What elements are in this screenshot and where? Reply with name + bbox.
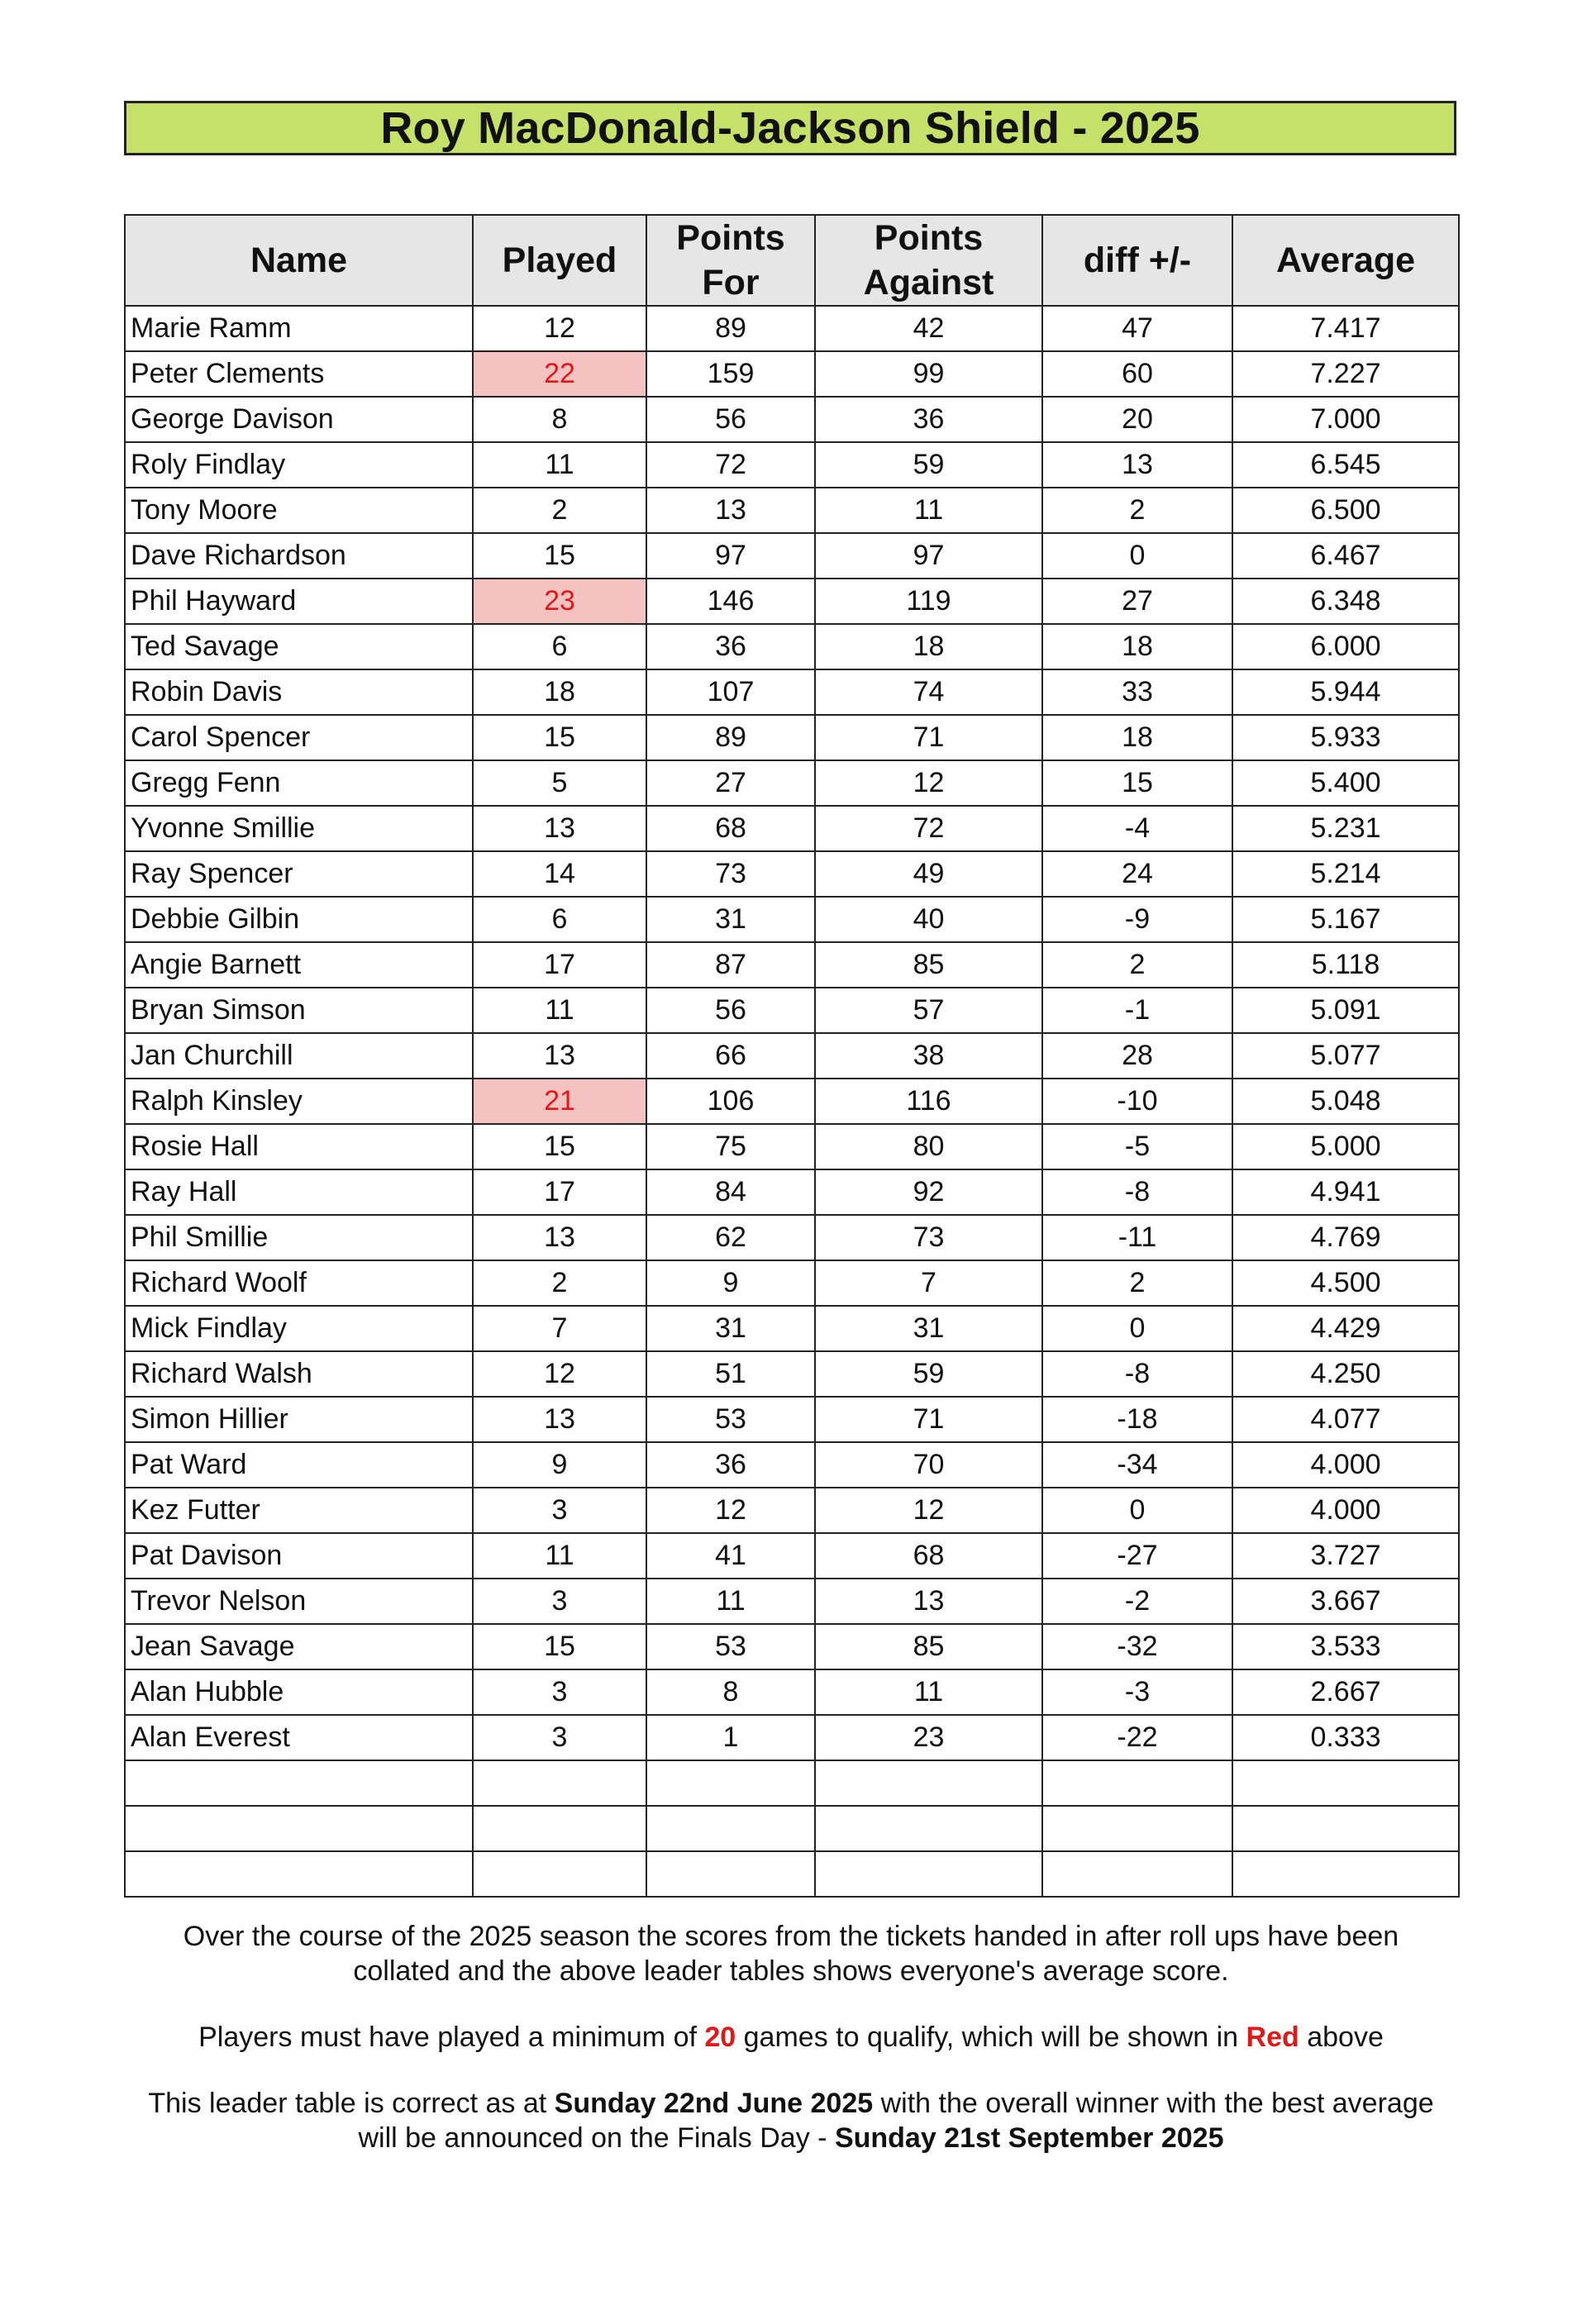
cell-average: 5.000 <box>1232 1124 1459 1169</box>
cell-average: 5.118 <box>1232 942 1459 988</box>
cell-average: 4.000 <box>1232 1442 1459 1488</box>
cell-points-for: 53 <box>646 1397 815 1442</box>
cell-played: 15 <box>473 1624 646 1669</box>
cell-points-for-empty <box>646 1806 815 1851</box>
cell-name: Jean Savage <box>125 1624 473 1669</box>
column-header-points-for: Points For <box>646 215 815 306</box>
cell-name: Marie Ramm <box>125 306 473 351</box>
cell-name: Phil Smillie <box>125 1215 473 1260</box>
table-row <box>125 1442 1459 1488</box>
cell-played: 6 <box>473 897 646 942</box>
cell-points-against: 116 <box>815 1079 1042 1124</box>
table-row <box>125 1306 1459 1351</box>
cell-played: 9 <box>473 1442 646 1488</box>
cell-diff: 28 <box>1042 1033 1232 1079</box>
cell-points-against: 7 <box>815 1260 1042 1306</box>
cell-average-empty <box>1232 1851 1459 1897</box>
cell-name: Ted Savage <box>125 624 473 669</box>
cell-average: 4.250 <box>1232 1351 1459 1397</box>
cell-points-against-empty <box>815 1760 1042 1806</box>
column-header-points-against: Points Against <box>815 215 1042 306</box>
cell-name-empty <box>125 1760 473 1806</box>
cell-diff: -4 <box>1042 806 1232 851</box>
cell-points-for: 106 <box>646 1079 815 1124</box>
finals-day-date: Sunday 21st September 2025 <box>834 2122 1224 2154</box>
cell-diff: -2 <box>1042 1579 1232 1624</box>
cell-points-against: 85 <box>815 942 1042 988</box>
cell-diff: -8 <box>1042 1169 1232 1215</box>
cell-diff: -9 <box>1042 897 1232 942</box>
cell-name: Robin Davis <box>125 669 473 715</box>
cell-played: 13 <box>473 806 646 851</box>
cell-name: Phil Hayward <box>125 579 473 624</box>
cell-points-for: 1 <box>646 1715 815 1760</box>
cell-average: 4.000 <box>1232 1488 1459 1533</box>
cell-played: 8 <box>473 397 646 442</box>
cell-points-against: 71 <box>815 1397 1042 1442</box>
notes-paragraph-2: Players must have played a minimum of 20 games to qualify, which will be shown in Red above <box>198 2022 1384 2053</box>
cell-played: 23 <box>473 579 646 624</box>
table-row <box>125 488 1459 533</box>
cell-played: 13 <box>473 1215 646 1260</box>
cell-name: Dave Richardson <box>125 533 473 579</box>
cell-average: 4.769 <box>1232 1215 1459 1260</box>
table-row <box>125 397 1459 442</box>
cell-diff: 27 <box>1042 579 1232 624</box>
cell-played: 15 <box>473 715 646 760</box>
cell-name: Richard Woolf <box>125 1260 473 1306</box>
cell-average: 5.944 <box>1232 669 1459 715</box>
cell-diff: 60 <box>1042 351 1232 397</box>
column-header-average: Average <box>1232 215 1459 306</box>
cell-name: Bryan Simson <box>125 988 473 1033</box>
table-body <box>125 306 1459 1897</box>
table-row <box>125 897 1459 942</box>
cell-points-against: 11 <box>815 1669 1042 1715</box>
cell-points-against: 13 <box>815 1579 1042 1624</box>
cell-played: 2 <box>473 488 646 533</box>
cell-played: 22 <box>473 351 646 397</box>
cell-name: Kez Futter <box>125 1488 473 1533</box>
cell-played: 3 <box>473 1488 646 1533</box>
cell-points-against: 119 <box>815 579 1042 624</box>
cell-diff: -3 <box>1042 1669 1232 1715</box>
empty-table-row <box>125 1806 1459 1851</box>
cell-played: 18 <box>473 669 646 715</box>
notes <box>124 1919 1458 2187</box>
table-row <box>125 715 1459 760</box>
cell-played: 3 <box>473 1715 646 1760</box>
table-row <box>125 1397 1459 1442</box>
cell-diff: -11 <box>1042 1215 1232 1260</box>
column-header-name: Name <box>125 215 473 306</box>
cell-points-for: 31 <box>646 897 815 942</box>
cell-points-against: 36 <box>815 397 1042 442</box>
cell-diff-empty <box>1042 1806 1232 1851</box>
table-row <box>125 1351 1459 1397</box>
cell-points-for: 146 <box>646 579 815 624</box>
cell-diff-empty <box>1042 1760 1232 1806</box>
cell-diff: 18 <box>1042 715 1232 760</box>
cell-diff: -18 <box>1042 1397 1232 1442</box>
cell-average: 5.400 <box>1232 760 1459 806</box>
empty-table-row <box>125 1760 1459 1806</box>
cell-average: 5.077 <box>1232 1033 1459 1079</box>
table-row <box>125 1124 1459 1169</box>
cell-points-for: 62 <box>646 1215 815 1260</box>
cell-name-empty <box>125 1851 473 1897</box>
minimum-games: 20 <box>704 2022 736 2053</box>
cell-points-against: 70 <box>815 1442 1042 1488</box>
cell-points-for: 68 <box>646 806 815 851</box>
cell-played: 12 <box>473 306 646 351</box>
cell-average: 5.091 <box>1232 988 1459 1033</box>
cell-points-against: 42 <box>815 306 1042 351</box>
cell-played: 17 <box>473 1169 646 1215</box>
cell-played: 17 <box>473 942 646 988</box>
table-row <box>125 442 1459 488</box>
cell-played: 5 <box>473 760 646 806</box>
table-row <box>125 669 1459 715</box>
cell-points-against: 12 <box>815 1488 1042 1533</box>
cell-played: 6 <box>473 624 646 669</box>
cell-points-for: 56 <box>646 397 815 442</box>
page-title: Roy MacDonald-Jackson Shield - 2025 <box>124 101 1456 155</box>
cell-played: 7 <box>473 1306 646 1351</box>
cell-points-against: 99 <box>815 351 1042 397</box>
cell-points-against: 49 <box>815 851 1042 897</box>
cell-points-against: 68 <box>815 1533 1042 1579</box>
column-header-played: Played <box>473 215 646 306</box>
notes-paragraph-1: Over the course of the 2025 season the scores from the tickets handed in after roll ups have been collated and the above leader tables shows everyone's average score. <box>183 1921 1399 1987</box>
cell-points-against: 97 <box>815 533 1042 579</box>
cell-average: 5.231 <box>1232 806 1459 851</box>
cell-points-against: 57 <box>815 988 1042 1033</box>
cell-played: 3 <box>473 1579 646 1624</box>
cell-points-for: 41 <box>646 1533 815 1579</box>
cell-points-for: 53 <box>646 1624 815 1669</box>
cell-average: 0.333 <box>1232 1715 1459 1760</box>
cell-points-for: 36 <box>646 624 815 669</box>
cell-points-for: 97 <box>646 533 815 579</box>
table-row <box>125 942 1459 988</box>
cell-points-against: 59 <box>815 1351 1042 1397</box>
cell-points-for: 11 <box>646 1579 815 1624</box>
cell-average: 4.429 <box>1232 1306 1459 1351</box>
cell-played: 13 <box>473 1033 646 1079</box>
cell-name: Richard Walsh <box>125 1351 473 1397</box>
cell-played: 14 <box>473 851 646 897</box>
cell-points-for: 56 <box>646 988 815 1033</box>
cell-points-for: 8 <box>646 1669 815 1715</box>
cell-name: Ray Hall <box>125 1169 473 1215</box>
cell-average: 5.214 <box>1232 851 1459 897</box>
table-row <box>125 1079 1459 1124</box>
cell-average: 4.941 <box>1232 1169 1459 1215</box>
cell-points-for: 72 <box>646 442 815 488</box>
cell-average: 3.667 <box>1232 1579 1459 1624</box>
cell-name: Rosie Hall <box>125 1124 473 1169</box>
table-row <box>125 624 1459 669</box>
cell-name: Tony Moore <box>125 488 473 533</box>
cell-name: Alan Hubble <box>125 1669 473 1715</box>
cell-points-against: 92 <box>815 1169 1042 1215</box>
cell-name: Alan Everest <box>125 1715 473 1760</box>
cell-name: Yvonne Smillie <box>125 806 473 851</box>
cell-played-empty <box>473 1760 646 1806</box>
cell-average: 5.167 <box>1232 897 1459 942</box>
cell-points-against: 72 <box>815 806 1042 851</box>
table-row <box>125 988 1459 1033</box>
cell-played: 13 <box>473 1397 646 1442</box>
cell-average: 4.500 <box>1232 1260 1459 1306</box>
correct-as-at-date: Sunday 22nd June 2025 <box>554 2088 874 2119</box>
cell-name-empty <box>125 1806 473 1851</box>
table-row <box>125 1260 1459 1306</box>
cell-name: Ray Spencer <box>125 851 473 897</box>
cell-name: Trevor Nelson <box>125 1579 473 1624</box>
cell-points-for-empty <box>646 1760 815 1806</box>
cell-average: 6.545 <box>1232 442 1459 488</box>
cell-points-for: 107 <box>646 669 815 715</box>
cell-points-for: 31 <box>646 1306 815 1351</box>
cell-points-against: 71 <box>815 715 1042 760</box>
cell-average: 5.048 <box>1232 1079 1459 1124</box>
cell-played: 15 <box>473 1124 646 1169</box>
column-header-diff: diff +/- <box>1042 215 1232 306</box>
cell-diff: -10 <box>1042 1079 1232 1124</box>
cell-diff: 47 <box>1042 306 1232 351</box>
cell-diff: 18 <box>1042 624 1232 669</box>
cell-average: 6.467 <box>1232 533 1459 579</box>
cell-name: Pat Ward <box>125 1442 473 1488</box>
cell-points-for: 75 <box>646 1124 815 1169</box>
cell-diff: -27 <box>1042 1533 1232 1579</box>
red-label: Red <box>1246 2022 1299 2053</box>
cell-name: Pat Davison <box>125 1533 473 1579</box>
cell-points-for: 84 <box>646 1169 815 1215</box>
table-row <box>125 851 1459 897</box>
cell-diff: -34 <box>1042 1442 1232 1488</box>
cell-played-empty <box>473 1851 646 1897</box>
table-row <box>125 533 1459 579</box>
cell-average: 7.000 <box>1232 397 1459 442</box>
table-row <box>125 1533 1459 1579</box>
cell-points-for: 9 <box>646 1260 815 1306</box>
cell-average: 6.500 <box>1232 488 1459 533</box>
cell-average: 7.417 <box>1232 306 1459 351</box>
table-row <box>125 1579 1459 1624</box>
cell-points-against: 31 <box>815 1306 1042 1351</box>
cell-diff: 13 <box>1042 442 1232 488</box>
cell-name: Angie Barnett <box>125 942 473 988</box>
cell-diff: 0 <box>1042 1306 1232 1351</box>
cell-points-against: 74 <box>815 669 1042 715</box>
table-row <box>125 1669 1459 1715</box>
table-header-row <box>125 215 1459 306</box>
cell-diff-empty <box>1042 1851 1232 1897</box>
table-row <box>125 760 1459 806</box>
cell-diff: -1 <box>1042 988 1232 1033</box>
cell-points-for-empty <box>646 1851 815 1897</box>
cell-points-for: 89 <box>646 715 815 760</box>
cell-name: Roly Findlay <box>125 442 473 488</box>
cell-name: Simon Hillier <box>125 1397 473 1442</box>
cell-diff: 20 <box>1042 397 1232 442</box>
cell-points-against: 85 <box>815 1624 1042 1669</box>
table-row <box>125 1488 1459 1533</box>
table-row <box>125 306 1459 351</box>
cell-diff: 24 <box>1042 851 1232 897</box>
cell-average: 3.533 <box>1232 1624 1459 1669</box>
cell-average-empty <box>1232 1760 1459 1806</box>
cell-points-against-empty <box>815 1806 1042 1851</box>
cell-points-against: 38 <box>815 1033 1042 1079</box>
cell-points-against: 11 <box>815 488 1042 533</box>
table-row <box>125 1215 1459 1260</box>
cell-average: 4.077 <box>1232 1397 1459 1442</box>
cell-name: Debbie Gilbin <box>125 897 473 942</box>
cell-points-for: 27 <box>646 760 815 806</box>
cell-points-against: 18 <box>815 624 1042 669</box>
cell-points-against: 23 <box>815 1715 1042 1760</box>
table-row <box>125 1033 1459 1079</box>
cell-played: 15 <box>473 533 646 579</box>
cell-played: 2 <box>473 1260 646 1306</box>
notes-paragraph-3: This leader table is correct as at Sunday 22nd June 2025 with the overall winner with the best average will be announced on the Finals Day - Sunday 21st September 2025 <box>148 2088 1434 2154</box>
cell-name: Mick Findlay <box>125 1306 473 1351</box>
table-row <box>125 1715 1459 1760</box>
cell-diff: 0 <box>1042 533 1232 579</box>
empty-table-row <box>125 1851 1459 1897</box>
table-row <box>125 579 1459 624</box>
cell-average: 6.000 <box>1232 624 1459 669</box>
cell-played-empty <box>473 1806 646 1851</box>
cell-average-empty <box>1232 1806 1459 1851</box>
cell-diff: -8 <box>1042 1351 1232 1397</box>
cell-points-for: 89 <box>646 306 815 351</box>
cell-points-against-empty <box>815 1851 1042 1897</box>
cell-points-for: 13 <box>646 488 815 533</box>
cell-average: 2.667 <box>1232 1669 1459 1715</box>
cell-diff: 15 <box>1042 760 1232 806</box>
cell-diff: -32 <box>1042 1624 1232 1669</box>
cell-points-against: 80 <box>815 1124 1042 1169</box>
cell-points-for: 87 <box>646 942 815 988</box>
cell-name: George Davison <box>125 397 473 442</box>
table-row <box>125 1169 1459 1215</box>
cell-points-against: 73 <box>815 1215 1042 1260</box>
cell-points-against: 12 <box>815 760 1042 806</box>
cell-played: 11 <box>473 1533 646 1579</box>
cell-points-for: 36 <box>646 1442 815 1488</box>
table-row <box>125 1624 1459 1669</box>
cell-average: 6.348 <box>1232 579 1459 624</box>
cell-diff: 2 <box>1042 488 1232 533</box>
leader-table <box>124 214 1460 1898</box>
cell-points-for: 159 <box>646 351 815 397</box>
cell-diff: 2 <box>1042 1260 1232 1306</box>
cell-points-for: 73 <box>646 851 815 897</box>
cell-name: Carol Spencer <box>125 715 473 760</box>
cell-played: 3 <box>473 1669 646 1715</box>
cell-name: Ralph Kinsley <box>125 1079 473 1124</box>
cell-played: 12 <box>473 1351 646 1397</box>
cell-diff: -22 <box>1042 1715 1232 1760</box>
cell-diff: 33 <box>1042 669 1232 715</box>
cell-played: 21 <box>473 1079 646 1124</box>
table-row <box>125 351 1459 397</box>
cell-points-for: 51 <box>646 1351 815 1397</box>
cell-points-against: 59 <box>815 442 1042 488</box>
cell-points-for: 12 <box>646 1488 815 1533</box>
cell-average: 3.727 <box>1232 1533 1459 1579</box>
cell-average: 7.227 <box>1232 351 1459 397</box>
cell-average: 5.933 <box>1232 715 1459 760</box>
cell-points-against: 40 <box>815 897 1042 942</box>
cell-points-for: 66 <box>646 1033 815 1079</box>
cell-diff: 2 <box>1042 942 1232 988</box>
cell-played: 11 <box>473 442 646 488</box>
cell-diff: 0 <box>1042 1488 1232 1533</box>
cell-name: Gregg Fenn <box>125 760 473 806</box>
cell-name: Jan Churchill <box>125 1033 473 1079</box>
cell-name: Peter Clements <box>125 351 473 397</box>
cell-diff: -5 <box>1042 1124 1232 1169</box>
table-row <box>125 806 1459 851</box>
cell-played: 11 <box>473 988 646 1033</box>
